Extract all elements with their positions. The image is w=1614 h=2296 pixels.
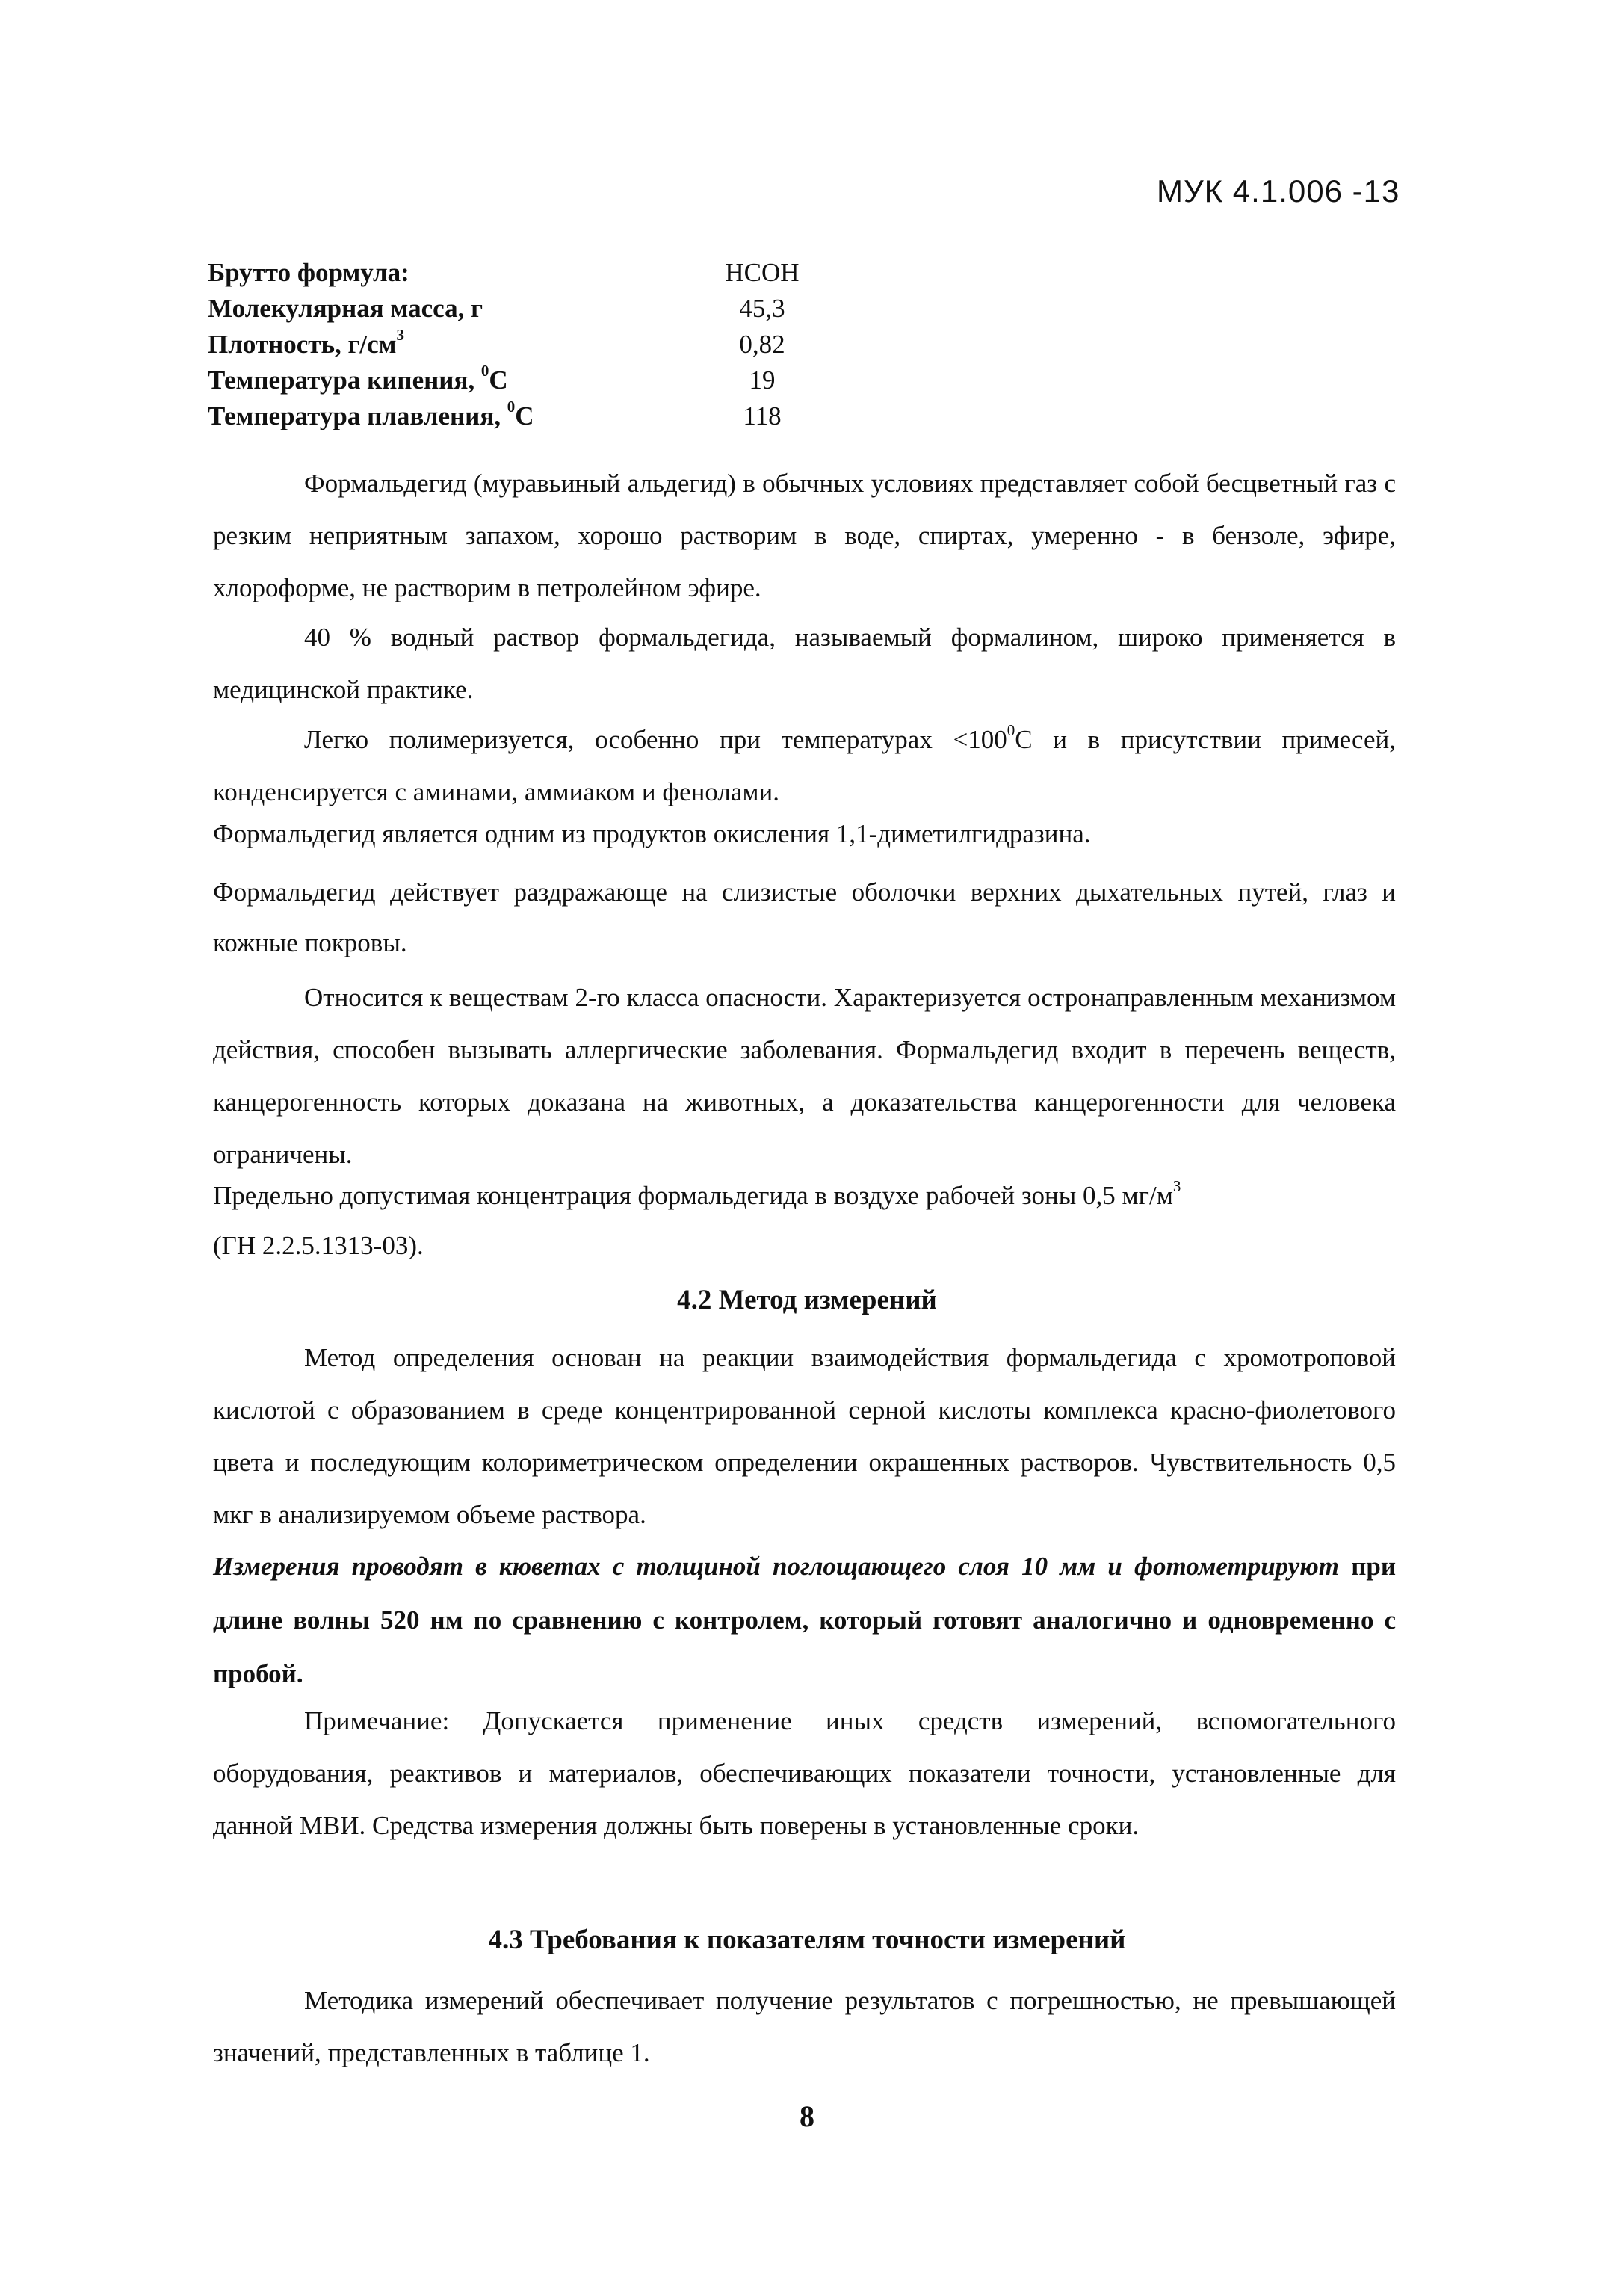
paragraph-method-basis: Метод определения основан на реакции взаимодействия формальдегида с хромотроповой кислотой с образованием в среде концентрированной серной кислоты комплекса красно-фиолетового цвета и последующим колориметрическом определении окрашенных растворов. Чувствительность 0,5 мкг в анализируемом объеме раствора. [213, 1343, 1396, 1529]
property-label-density: Плотность, $г/см^3$ [208, 326, 404, 359]
section-heading-4-2: 4.2 Метод измерений [677, 1285, 937, 1315]
property-value-density: 0,82 [739, 330, 785, 359]
paragraph-mac-reference: (ГН 2.2.5.1313-03). [213, 1231, 424, 1260]
document-number: МУК 4.1.006 -13 [1157, 173, 1400, 209]
property-value-boiling-point: 19 [749, 365, 776, 395]
paragraph-description: Формальдегид (муравьиный альдегид) в обычных условиях представляет собой бесцветный газ с резким неприятным запахом, хорошо растворим в воде, спиртах, умеренно - в бензоле, эфире, хлороформе, не растворим в петролейном эфире. [213, 469, 1396, 602]
property-label-formula: Брутто формула: [208, 258, 409, 287]
paragraph-polymerization: Легко полимеризуется, особенно при температурах $<100^0С$ и в присутствии примесей, конденсируется с аминами, аммиаком и фенолами. [213, 721, 1396, 806]
section-heading-4-3: 4.3 Требования к показателям точности измерений [488, 1925, 1126, 1955]
paragraph-mac: Предельно допустимая концентрация формальдегида в воздухе рабочей зоны 0,5 $мг/м^3$ [213, 1177, 1181, 1210]
property-label-boiling-point: Температура кипения, $^0$С [208, 362, 508, 395]
paragraph-hazard-class: Относится к веществам 2-го класса опасности. Характеризуется остронаправленным механизмом действия, способен вызывать аллергические заболевания. Формальдегид входит в перечень веществ, канцерогенность которых доказана на животных, а доказательства канцерогенности для человека ограничены. [213, 983, 1396, 1169]
paragraph-oxidation-product: Формальдегид является одним из продуктов окисления 1,1-диметилгидразина. [213, 819, 1091, 848]
property-value-melting-point: 118 [743, 401, 782, 430]
paragraph-accuracy: Методика измерений обеспечивает получение результатов с погрешностью, не превышающей значений, представленных в таблице 1. [213, 1986, 1396, 2067]
page-number: 8 [800, 2099, 814, 2133]
property-value-molar-mass: 45,3 [739, 294, 785, 323]
paragraph-note: Примечание: Допускается применение иных средств измерений, вспомогательного оборудования, реактивов и материалов, обеспечивающих показатели точности, установленные для данной МВИ. Средства измерения должны быть поверены в установленные сроки. [213, 1706, 1396, 1840]
property-label-molar-mass: Молекулярная масса, г [208, 294, 483, 323]
paragraph-irritation: Формальдегид действует раздражающе на слизистые оболочки верхних дыхательных путей, глаз и кожные покровы. [213, 877, 1396, 957]
property-label-melting-point: Температура плавления, $^0$С [208, 398, 534, 430]
paragraph-formalin: 40 % водный раствор формальдегида, называемый формалином, широко применяется в медицинской практике. [213, 623, 1396, 704]
paragraph-measurement-conditions: Измерения проводят в кюветах с толщиной поглощающего слоя 10 мм и фотометрируют при длине волны 520 нм по сравнению с контролем, который готовят аналогично и одновременно с пробой. [213, 1552, 1396, 1688]
property-value-formula: HCOH [725, 258, 800, 287]
